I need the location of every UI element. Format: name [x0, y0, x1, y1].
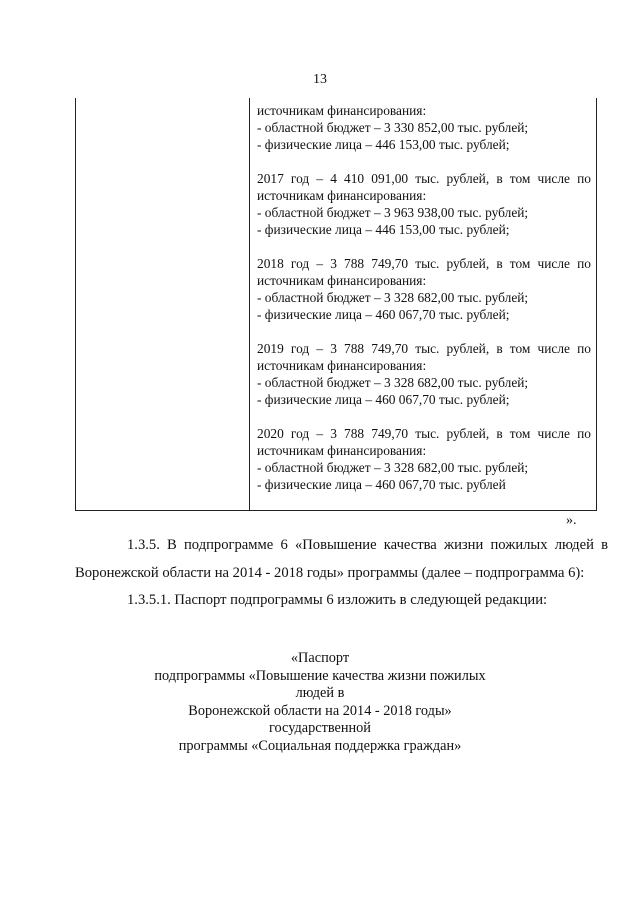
year-block-2018 [257, 255, 591, 323]
table-column-divider [249, 98, 250, 510]
funding-sources-label: источникам финансирования: [257, 443, 427, 458]
paragraph-1-3-5-1 [75, 591, 608, 609]
year-total-line: 2018 год – 3 788 749,70 тыс. рублей, в том числе по [257, 256, 591, 271]
year-block-2019 [257, 340, 591, 408]
funding-sources-label: источникам финансирования: [257, 358, 427, 373]
passport-title: «Паспорт [290, 650, 350, 666]
paragraph-line: 1.3.5. В подпрограмме 6 «Повышение качества жизни пожилых людей в [127, 537, 608, 553]
funding-sources-label: источникам финансирования: [257, 103, 427, 118]
funding-sources-label: источникам финансирования: [257, 273, 427, 288]
regional-budget-line: - областной бюджет – 3 330 852,00 тыс. рублей; [257, 120, 529, 135]
passport-subtitle-line: Воронежской области на 2014 - 2018 годы» государственной [188, 702, 452, 736]
year-total-line: 2020 год – 3 788 749,70 тыс. рублей, в том числе по [257, 426, 591, 441]
individuals-line: - физические лица – 460 067,70 тыс. рублей; [257, 392, 510, 407]
passport-subtitle-line: подпрограммы «Повышение качества жизни пожилых людей в [154, 667, 486, 701]
funding-sources-label: источникам финансирования: [257, 188, 427, 203]
passport-subtitle-line: программы «Социальная поддержка граждан» [178, 737, 462, 754]
regional-budget-line: - областной бюджет – 3 963 938,00 тыс. рублей; [257, 205, 529, 220]
individuals-line: - физические лица – 460 067,70 тыс. рублей [257, 477, 506, 492]
year-total-line: 2019 год – 3 788 749,70 тыс. рублей, в том числе по [257, 341, 591, 356]
individuals-line: - физические лица – 460 067,70 тыс. рублей; [257, 307, 510, 322]
paragraph-1-3-5 [75, 536, 608, 554]
funding-table [75, 98, 597, 511]
paragraph-line: Воронежской области на 2014 - 2018 годы» программы (далее – подпрограмма 6): [75, 565, 585, 581]
page-number: 13 [313, 72, 327, 87]
table-right-cell [257, 102, 591, 493]
regional-budget-line: - областной бюджет – 3 328 682,00 тыс. рублей; [257, 290, 529, 305]
closing-quote: ». [566, 513, 577, 528]
passport-heading [140, 650, 500, 755]
year-block-2017 [257, 170, 591, 238]
individuals-line: - физические лица – 446 153,00 тыс. рублей; [257, 222, 510, 237]
paragraph-line: 1.3.5.1. Паспорт подпрограммы 6 изложить в следующей редакции: [127, 592, 548, 608]
individuals-line: - физические лица – 446 153,00 тыс. рублей; [257, 137, 510, 152]
year-total-line: 2017 год – 4 410 091,00 тыс. рублей, в том числе по [257, 171, 591, 186]
paragraph-1-3-5-continued [75, 564, 608, 582]
regional-budget-line: - областной бюджет – 3 328 682,00 тыс. рублей; [257, 460, 529, 475]
year-block-2020 [257, 425, 591, 493]
regional-budget-line: - областной бюджет – 3 328 682,00 тыс. рублей; [257, 375, 529, 390]
